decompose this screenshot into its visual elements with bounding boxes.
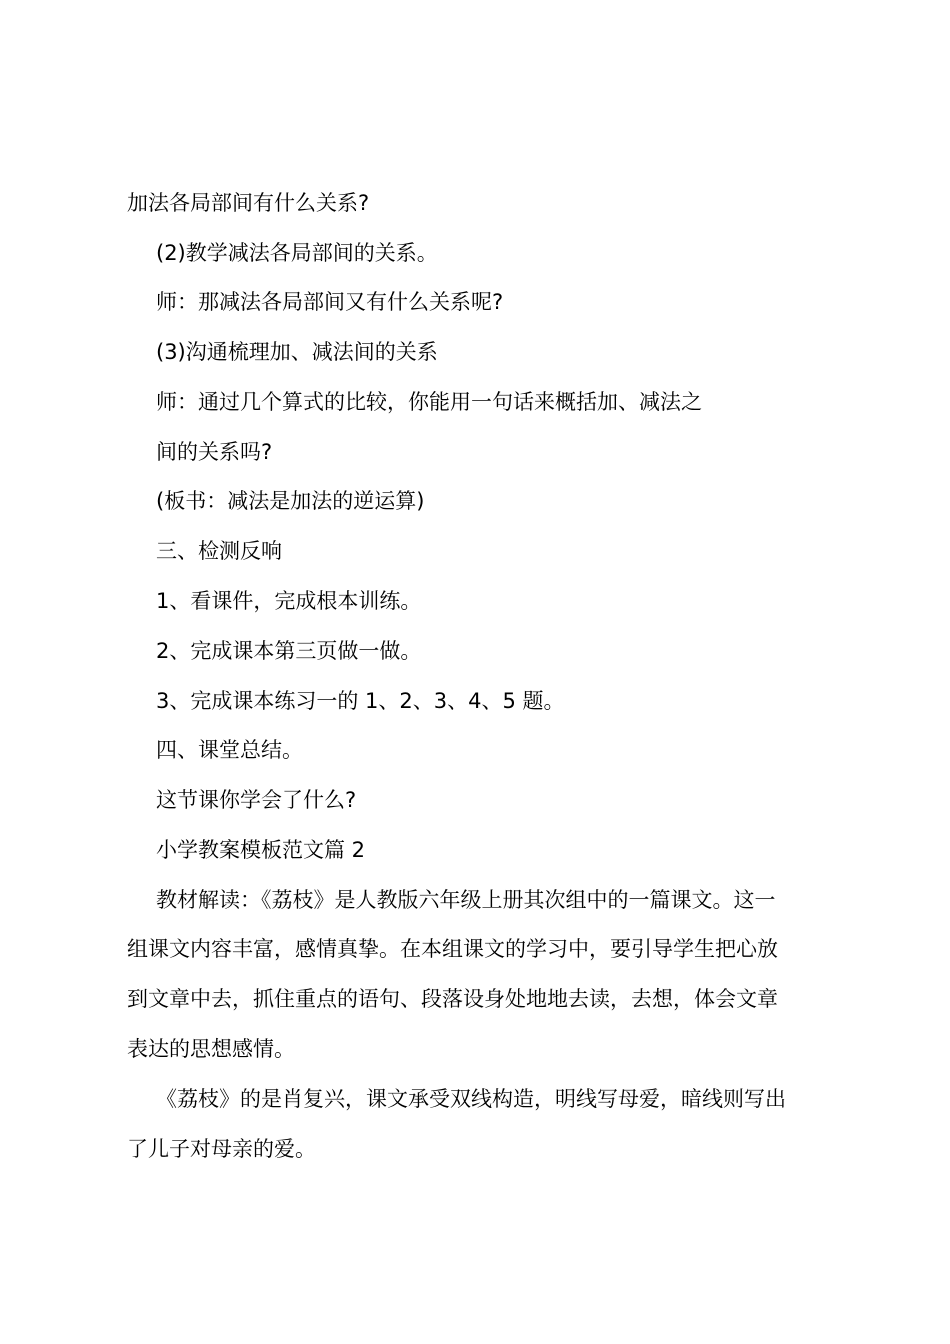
- text-line: 表达的思想感情。: [127, 1037, 295, 1061]
- section-heading: 小学教案模板范文篇 2: [156, 838, 366, 862]
- text-line: 到文章中去，抓住重点的语句、段落设身处地地去读，去想，体会文章: [127, 987, 778, 1011]
- section-heading: 三、检测反响: [156, 539, 282, 563]
- text-line: 《荔枝》的是肖复兴，课文承受双线构造，明线写母爱，暗线则写出: [156, 1087, 786, 1111]
- text-line: 间的关系吗?: [156, 440, 273, 464]
- text-line: 这节课你学会了什么?: [156, 788, 357, 812]
- text-line: 组课文内容丰富，感情真挚。在本组课文的学习中，要引导学生把心放: [127, 937, 778, 961]
- text-line: 师：那减法各局部间又有什么关系呢?: [156, 290, 504, 314]
- text-line: 加法各局部间有什么关系?: [127, 191, 370, 215]
- text-line: 2、完成课本第三页做一做。: [156, 639, 422, 663]
- section-heading: 四、课堂总结。: [156, 738, 303, 762]
- text-line: 师：通过几个算式的比较，你能用一句话来概括加、减法之: [156, 390, 702, 414]
- text-line: 了儿子对母亲的爱。: [127, 1137, 316, 1161]
- text-line: (3)沟通梳理加、减法间的关系: [156, 340, 438, 364]
- text-line: 3、完成课本练习一的 1、2、3、4、5 题。: [156, 689, 565, 713]
- text-line: (2)教学减法各局部间的关系。: [156, 241, 438, 265]
- text-line: 教材解读：《荔枝》是人教版六年级上册其次组中的一篇课文。这一: [156, 888, 776, 912]
- text-line: (板书：减法是加法的逆运算): [156, 489, 425, 513]
- text-line: 1、看课件，完成根本训练。: [156, 589, 422, 613]
